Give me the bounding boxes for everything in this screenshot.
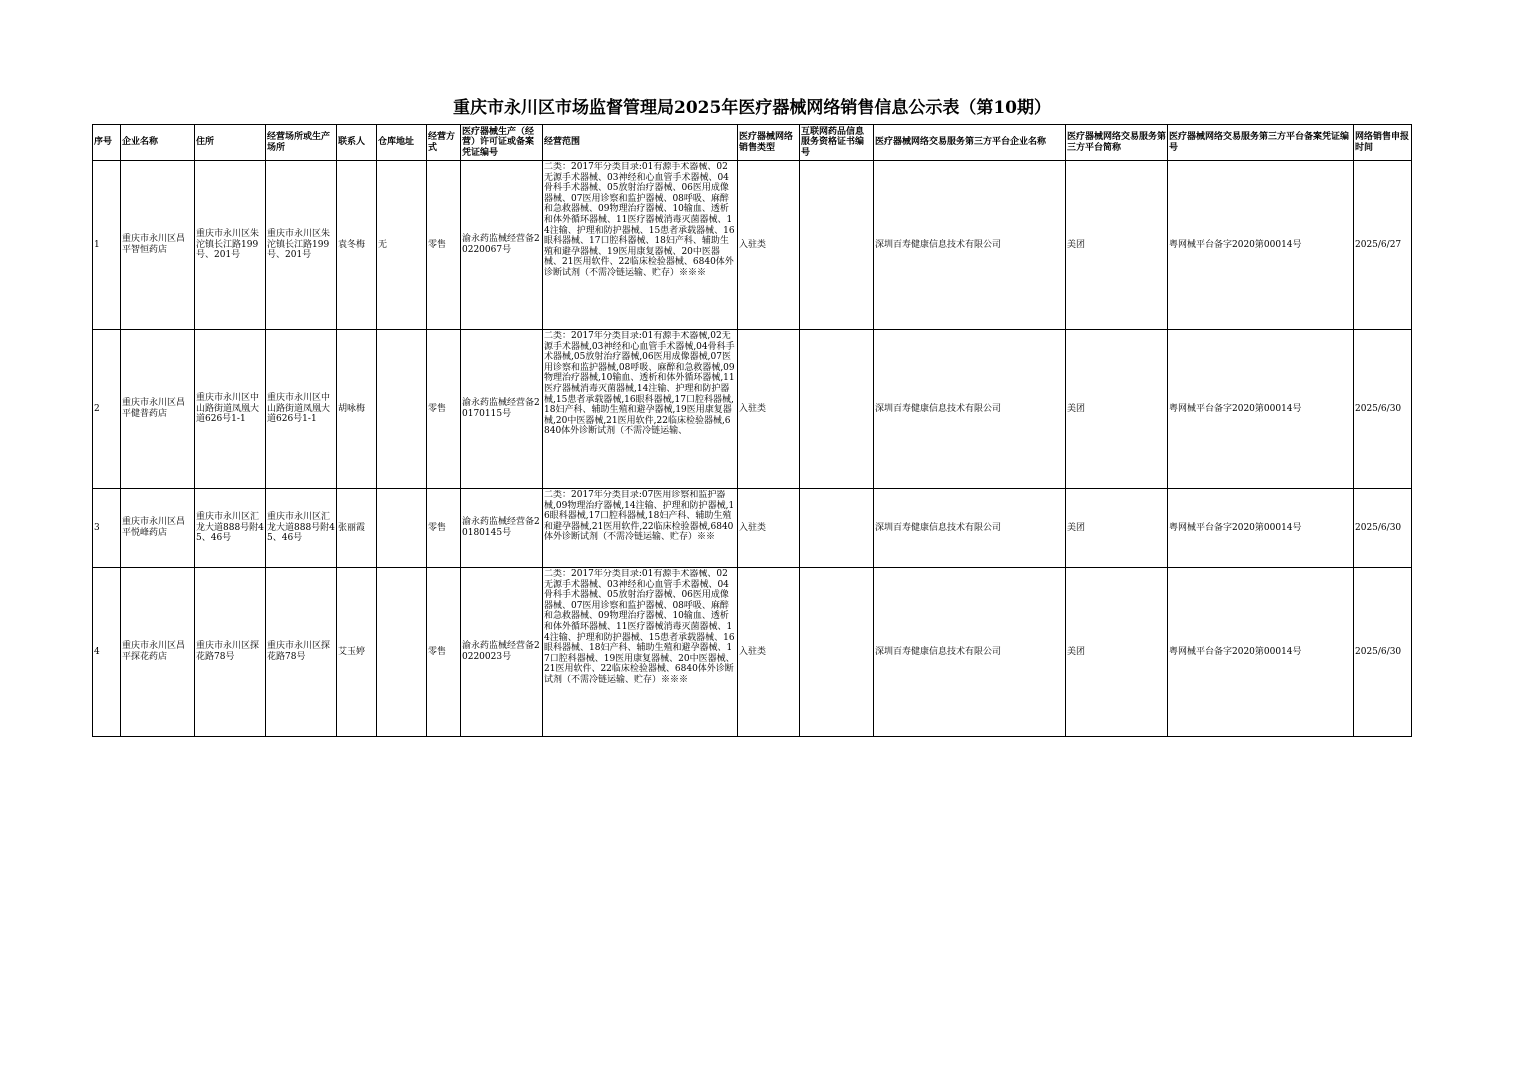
cell-mode: 零售: [427, 489, 461, 568]
cell-scope: [543, 330, 738, 489]
cell-license: 渝永药监械经营备20180145号: [461, 489, 543, 568]
document-title: 重庆市永川区市场监督管理局2025年医疗器械网络销售信息公示表（第10期）: [453, 98, 1051, 118]
cell-contact: 艾玉婷: [337, 568, 377, 737]
col-header-license: 医疗器械生产（经营）许可证或备案凭证编号: [461, 125, 543, 161]
cell-platform-company: 深圳百寿健康信息技术有限公司: [874, 161, 1066, 330]
col-header-sales-type: 医疗器械网络销售类型: [738, 125, 800, 161]
cell-sales-type: 入驻类: [738, 568, 800, 737]
cell-license: 渝永药监械经营备20170115号: [461, 330, 543, 489]
cell-internet-cert: [800, 161, 874, 330]
col-header-date: 网络销售申报时间: [1354, 125, 1412, 161]
cell-date: 2025/6/30: [1354, 489, 1412, 568]
cell-address: 重庆市永川区中山路街道凤凰大道626号1-1: [195, 330, 266, 489]
cell-license: 渝永药监械经营备20220023号: [461, 568, 543, 737]
table-row: [93, 330, 1412, 489]
cell-name: 重庆市永川区昌平健普药店: [121, 330, 195, 489]
cell-mode: 零售: [427, 161, 461, 330]
cell-platform-company: 深圳百寿健康信息技术有限公司: [874, 489, 1066, 568]
cell-name: 重庆市永川区昌平智恒药店: [121, 161, 195, 330]
cell-platform-company: 深圳百寿健康信息技术有限公司: [874, 330, 1066, 489]
cell-contact: 张丽霞: [337, 489, 377, 568]
col-header-address: 住所: [195, 125, 266, 161]
cell-platform-record: 粤网械平台备字2020第00014号: [1168, 489, 1354, 568]
table-row: [93, 161, 1412, 330]
scope-text: 二类：2017年分类目录:01有源手术器械、02无源手术器械、03神经和心血管手术器械、04骨科手术器械、05放射治疗器械、06医用成像器械、07医用诊察和监护器械、08呼吸、麻醉和急救器械、09物理治疗器械、10输血、透析和体外循环器械、11医疗器械消毒灭菌器械、14注输、护理和防护器械、15患者承载器械、16眼科器械、18妇产科、辅助生殖和避孕器械、17口腔科器械、19医用康复器械、20中医器械、21医用软件、22临床检验器械、6840体外诊断试剂（不需冷链运输、贮存）※※※: [544, 569, 735, 685]
cell-no: 3: [93, 489, 121, 568]
scope-text: 二类：2017年分类目录:01有源手术器械,02无源手术器械,03神经和心血管手术器械,04骨科手术器械,05放射治疗器械,06医用成像器械,07医用诊察和监护器械,08呼吸、麻醉和急救器械,09物理治疗器械,10输血、透析和体外循环器械,11医疗器械消毒灭菌器械,14注输、护理和防护器械,15患者承载器械,16眼科器械,17口腔科器械,18妇产科、辅助生殖和避孕器械,19医用康复器械,20中医器械,21医用软件,22临床检验器械,6840体外诊断试剂（不需冷链运输、: [544, 331, 735, 437]
col-header-contact: 联系人: [337, 125, 377, 161]
col-header-no: 序号: [93, 125, 121, 161]
col-header-platform-short: 医疗器械网络交易服务第三方平台简称: [1066, 125, 1168, 161]
cell-site: 重庆市永川区汇龙大道888号附45、46号: [266, 489, 337, 568]
cell-address: 重庆市永川区朱沱镇长江路199号、201号: [195, 161, 266, 330]
cell-no: 4: [93, 568, 121, 737]
cell-site: 重庆市永川区中山路街道凤凰大道626号1-1: [266, 330, 337, 489]
cell-date: 2025/6/30: [1354, 568, 1412, 737]
cell-no: 1: [93, 161, 121, 330]
cell-address: 重庆市永川区汇龙大道888号附45、46号: [195, 489, 266, 568]
col-header-warehouse: 仓库地址: [377, 125, 427, 161]
cell-no: 2: [93, 330, 121, 489]
cell-name: 重庆市永川区昌平探花药店: [121, 568, 195, 737]
col-header-name: 企业名称: [121, 125, 195, 161]
col-header-mode: 经营方式: [427, 125, 461, 161]
cell-platform-short: 美团: [1066, 568, 1168, 737]
scope-text: 二类：2017年分类目录:01有源手术器械、02无源手术器械、03神经和心血管手术器械、04骨科手术器械、05放射治疗器械、06医用成像器械、07医用诊察和监护器械、08呼吸、麻醉和急救器械、09物理治疗器械、10输血、透析和体外循环器械、11医疗器械消毒灭菌器械、14注输、护理和防护器械、15患者承载器械、16眼科器械、17口腔科器械、18妇产科、辅助生殖和避孕器械、19医用康复器械、20中医器械、21医用软件、22临床检验器械、6840体外诊断试剂（不需冷链运输、贮存）※※※: [544, 162, 735, 278]
disclosure-table: [92, 124, 1412, 737]
col-header-platform-record: 医疗器械网络交易服务第三方平台备案凭证编号: [1168, 125, 1354, 161]
table-row: [93, 489, 1412, 568]
cell-internet-cert: [800, 568, 874, 737]
col-header-platform-company: 医疗器械网络交易服务第三方平台企业名称: [874, 125, 1066, 161]
cell-scope: [543, 489, 738, 568]
cell-mode: 零售: [427, 568, 461, 737]
cell-warehouse: [377, 330, 427, 489]
cell-contact: 袁冬梅: [337, 161, 377, 330]
cell-sales-type: 入驻类: [738, 161, 800, 330]
col-header-internet-cert: 互联网药品信息服务资格证书编号: [800, 125, 874, 161]
cell-internet-cert: [800, 330, 874, 489]
cell-site: 重庆市永川区探花路78号: [266, 568, 337, 737]
cell-platform-record: 粤网械平台备字2020第00014号: [1168, 568, 1354, 737]
scope-text: 二类：2017年分类目录:07医用诊察和监护器械,09物理治疗器械,14注输、护理和防护器械,16眼科器械,17口腔科器械,18妇产科、辅助生殖和避孕器械,21医用软件,22临床检验器械,6840体外诊断试剂（不需冷链运输、贮存）※※: [544, 490, 735, 543]
cell-name: 重庆市永川区昌平悦峰药店: [121, 489, 195, 568]
cell-scope: [543, 568, 738, 737]
col-header-scope: 经营范围: [543, 125, 738, 161]
cell-scope: [543, 161, 738, 330]
cell-platform-short: 美团: [1066, 330, 1168, 489]
cell-date: 2025/6/27: [1354, 161, 1412, 330]
table-header-row: [93, 125, 1412, 161]
cell-platform-record: 粤网械平台备字2020第00014号: [1168, 161, 1354, 330]
cell-sales-type: 入驻类: [738, 489, 800, 568]
cell-warehouse: [377, 568, 427, 737]
cell-date: 2025/6/30: [1354, 330, 1412, 489]
cell-platform-company: 深圳百寿健康信息技术有限公司: [874, 568, 1066, 737]
cell-license: 渝永药监械经营备20220067号: [461, 161, 543, 330]
cell-address: 重庆市永川区探花路78号: [195, 568, 266, 737]
cell-warehouse: [377, 489, 427, 568]
cell-contact: 胡咏梅: [337, 330, 377, 489]
cell-platform-short: 美团: [1066, 489, 1168, 568]
table-row: [93, 568, 1412, 737]
col-header-site: 经营场所或生产场所: [266, 125, 337, 161]
cell-internet-cert: [800, 489, 874, 568]
cell-warehouse: 无: [377, 161, 427, 330]
cell-sales-type: 入驻类: [738, 330, 800, 489]
cell-platform-record: 粤网械平台备字2020第00014号: [1168, 330, 1354, 489]
cell-platform-short: 美团: [1066, 161, 1168, 330]
cell-mode: 零售: [427, 330, 461, 489]
cell-site: 重庆市永川区朱沱镇长江路199号、201号: [266, 161, 337, 330]
